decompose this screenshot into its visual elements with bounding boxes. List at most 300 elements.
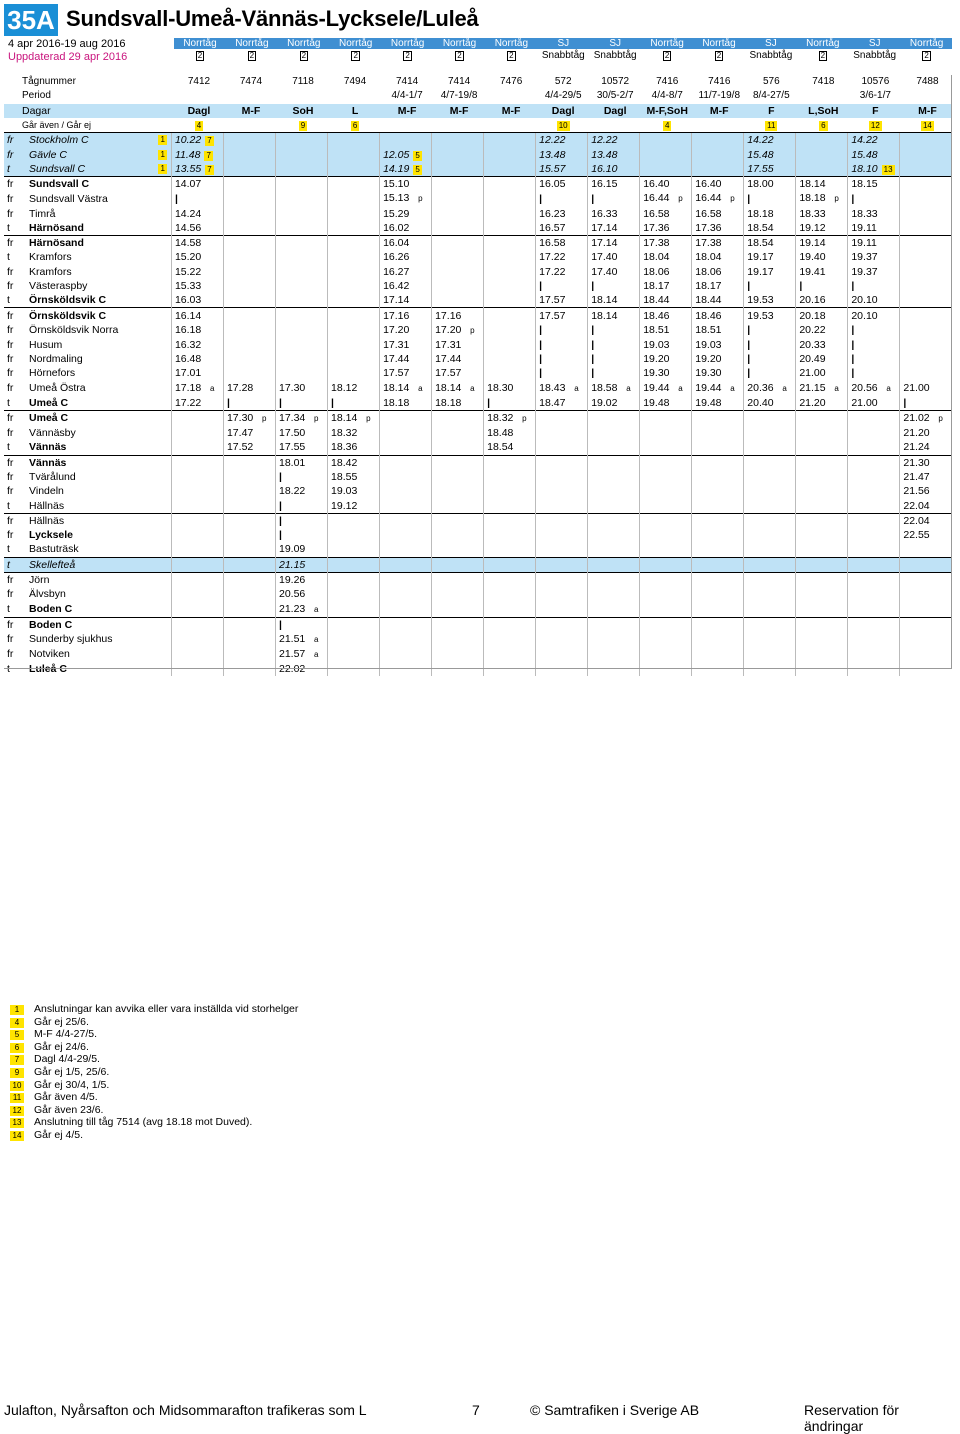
time-value: 16.48 [174,353,202,366]
time-value: 20.18 [799,309,826,322]
time-cell [744,352,796,366]
stop-row [4,440,952,455]
time-value: 19.53 [747,294,774,307]
time-cell [900,352,952,366]
note-marker: 1 [160,135,165,145]
time-value: 16.42 [383,280,410,292]
time-cell [796,293,848,308]
time-cell [328,338,380,352]
header-cell: 10576 [861,76,890,88]
time-value: 19.40 [799,251,826,264]
time-value: 20.33 [799,338,826,351]
time-cell [848,602,900,618]
time-cell [171,440,223,455]
station-name [26,191,171,206]
time-cell [640,513,692,528]
stop-code: p [938,413,943,423]
time-cell [796,498,848,513]
time-cell [432,366,484,380]
time-cell [640,572,692,587]
time-cell [223,557,275,572]
time-value: 18.00 [747,178,774,191]
time-cell [276,308,328,323]
time-cell [744,647,796,662]
time-cell [536,133,588,148]
time-value: 18.54 [747,221,774,234]
time-cell [484,191,536,206]
note-marker: 14 [10,1131,24,1141]
time-cell [744,662,796,676]
time-cell [223,293,275,308]
time-cell [536,352,588,366]
stop-row [4,557,952,572]
time-cell [380,293,432,308]
time-cell [223,440,275,455]
time-cell [848,162,900,177]
time-cell [640,426,692,440]
time-cell [432,191,484,206]
station-name [26,455,171,470]
time-cell [536,662,588,676]
passes-without-stop: | [591,192,595,205]
time-cell [536,250,588,264]
time-cell [640,191,692,206]
time-cell [380,498,432,513]
time-cell [328,498,380,513]
time-cell [536,455,588,470]
time-cell [848,396,900,411]
time-cell [484,484,536,498]
passes-without-stop: | [279,618,282,631]
station-label: Tvärålund [29,470,76,483]
time-value: 19.20 [643,353,670,366]
operator-label: Norrtåg [339,38,373,49]
time-cell [536,206,588,220]
station-label: Boden C [29,603,73,615]
header-cell [432,118,484,133]
time-cell [223,206,275,220]
time-value: 18.55 [331,470,358,483]
second-class-icon: 2 [197,51,203,60]
footer-reservation: Reservation för ändringar [804,1402,899,1434]
arr-dep-marker: t [7,603,10,615]
time-cell [484,250,536,264]
time-value: 19.53 [747,309,774,322]
time-value: 19.41 [799,265,826,278]
stop-row [4,250,952,264]
stop-row [4,484,952,498]
time-value: 21.15 [279,558,306,571]
time-cell [223,147,275,161]
stop-code: p [678,194,683,204]
time-value: 16.27 [383,265,410,278]
time-cell [432,162,484,177]
station-label: Örnsköldsvik Norra [29,324,119,337]
station-label: Kramfors [29,265,72,278]
time-value: 16.32 [174,338,202,351]
second-class-icon: 2 [924,51,929,60]
footnote-text: Går ej 25/6. [34,1015,89,1028]
footnote-text: M-F 4/4-27/5. [34,1028,98,1041]
time-cell [744,323,796,338]
time-value: 18.01 [279,456,306,469]
time-value: 18.58 [591,381,618,394]
note-marker: 1 [160,149,165,159]
time-cell [848,381,900,396]
time-cell [692,662,744,676]
time-value: 16.58 [643,207,670,220]
time-value: 18.14 [591,309,618,322]
time-value: 15.33 [174,280,202,292]
passes-without-stop: | [279,396,282,409]
time-cell [171,293,223,308]
time-cell [588,396,640,411]
time-cell [380,632,432,647]
note-marker: 10 [10,1081,24,1091]
passes-without-stop: | [539,367,543,380]
time-cell [328,147,380,161]
station-name [26,177,171,192]
time-cell [848,484,900,498]
time-cell [276,455,328,470]
time-cell [744,484,796,498]
time-cell [380,647,432,662]
time-cell [900,426,952,440]
time-cell [588,221,640,236]
header-cell: Dagl [588,104,640,118]
time-value: 22.02 [279,662,306,675]
header-cell: 7488 [916,76,939,88]
station-label: Kramfors [29,251,72,264]
time-value: 16.14 [174,309,202,322]
time-cell [848,293,900,308]
time-cell [588,147,640,161]
time-value: 18.51 [643,324,670,337]
time-value: 17.40 [591,251,618,264]
time-cell [276,206,328,220]
note-marker: 9 [10,1068,24,1078]
time-value: 17.57 [539,309,566,322]
period-row [4,89,952,103]
time-cell [640,440,692,455]
class-label: Snabbtåg [853,50,897,61]
time-cell [744,572,796,587]
class-label [174,50,226,61]
time-value: 16.40 [643,178,670,191]
time-cell [692,352,744,366]
time-value: 18.46 [643,309,670,322]
time-value: 16.26 [383,251,410,264]
time-value: 14.56 [174,221,202,234]
time-value: 21.20 [903,427,930,440]
time-cell [328,279,380,293]
time-value: 20.40 [747,396,774,409]
note-marker: 6 [821,121,826,131]
row-label: Går även / Går ej [22,120,92,131]
time-cell [484,366,536,380]
stop-code: a [209,383,215,393]
time-value: 19.20 [695,353,722,366]
time-value: 17.14 [591,221,618,234]
time-value: 17.52 [226,441,254,454]
header-cell: 7416 [656,76,679,88]
time-cell [380,235,432,250]
time-cell [171,513,223,528]
time-cell [328,177,380,192]
second-class-icon: 2 [716,51,722,60]
note-marker: 1 [160,163,165,173]
header-cell: Dagl [536,104,588,118]
arr-dep-marker: t [7,499,10,512]
station-label: Jörn [29,574,50,587]
time-value: 17.47 [226,427,254,440]
time-cell [171,177,223,192]
time-cell [848,235,900,250]
arr-dep-marker: t [4,162,26,177]
time-cell [328,617,380,632]
time-cell [380,587,432,601]
time-cell [640,528,692,542]
time-cell [432,338,484,352]
time-value: 16.58 [539,237,566,250]
time-cell [640,366,692,380]
time-cell [536,602,588,618]
time-cell [536,323,588,338]
time-value: 16.04 [383,237,410,250]
time-cell [171,279,223,293]
time-cell [900,617,952,632]
time-cell [536,265,588,279]
arr-dep-marker: fr [7,470,14,483]
time-cell [432,602,484,618]
passes-without-stop: | [331,396,334,409]
arr-dep-marker: fr [7,338,14,351]
time-cell [796,617,848,632]
time-cell [588,542,640,557]
page-header [4,4,954,38]
time-cell [380,162,432,177]
time-cell [900,662,952,676]
time-cell [900,147,952,161]
stop-row [4,206,952,220]
time-value: 13.48 [539,148,566,161]
time-cell [796,206,848,220]
time-cell [848,498,900,513]
header-cell [223,89,275,103]
passes-without-stop: | [279,514,282,527]
time-value: 22.55 [903,529,930,542]
stop-row [4,426,952,440]
time-value: 17.40 [591,265,618,278]
time-cell [171,455,223,470]
time-cell [223,602,275,618]
time-cell [536,396,588,411]
time-cell [536,557,588,572]
time-cell [692,542,744,557]
time-cell [276,177,328,192]
time-cell [692,162,744,177]
time-cell [744,221,796,236]
time-value: 19.44 [695,381,722,394]
time-cell [171,191,223,206]
time-cell [848,513,900,528]
time-cell [171,587,223,601]
station-name [26,250,171,264]
header-cell: M-F [380,104,432,118]
time-cell [276,662,328,676]
header-cell: 3/6-1/7 [859,90,891,102]
station-name [26,662,171,676]
note-marker: 7 [207,136,212,146]
time-cell [692,557,744,572]
stop-row [4,235,952,250]
passes-without-stop: | [851,338,855,351]
time-value: 18.12 [331,382,358,395]
time-value: 16.40 [695,178,722,191]
time-value: 17.20 [435,323,462,336]
time-value: 16.44 [643,192,670,205]
station-name [26,602,171,618]
time-cell [432,265,484,279]
note-marker: 11 [767,121,776,131]
time-cell [900,250,952,264]
time-value: 16.18 [174,324,202,337]
time-value: 19.03 [695,338,722,351]
time-cell [796,602,848,618]
time-value: 16.23 [539,207,566,220]
station-name [26,484,171,498]
stop-code: a [314,649,319,659]
time-cell [692,250,744,264]
stop-code: p [730,194,735,204]
second-class-icon: 2 [353,51,358,60]
time-value: 18.14 [331,411,358,424]
operator-label: Norrtåg [235,38,269,49]
arr-dep-marker: fr [4,133,26,148]
time-cell [276,250,328,264]
time-cell [484,308,536,323]
arr-dep-marker: fr [7,265,14,278]
footnote-text: Går ej 4/5. [34,1128,84,1141]
second-class-icon: 2 [405,51,410,60]
time-cell [536,647,588,662]
station-name [26,410,171,426]
time-cell [692,396,744,411]
time-cell [328,572,380,587]
footnote-text: Går ej 1/5, 25/6. [34,1065,110,1078]
time-cell [796,381,848,396]
time-cell [536,542,588,557]
time-cell [223,279,275,293]
time-value: 20.56 [279,588,306,601]
time-cell [848,455,900,470]
footnote [10,1066,298,1079]
time-value: 18.18 [799,192,826,205]
note-marker: 12 [870,121,880,131]
header-cell: M-F [484,104,536,118]
time-cell [432,617,484,632]
time-cell [640,381,692,396]
class-label: Snabbtåg [541,50,585,61]
stop-row [4,617,952,632]
arr-dep-marker: fr [7,367,14,380]
time-cell [692,498,744,513]
footnote-text: Går ej 30/4, 1/5. [34,1078,110,1091]
time-cell [848,206,900,220]
time-value: 12.22 [591,134,618,147]
passes-without-stop: | [279,499,282,512]
time-value: 20.10 [851,309,878,322]
time-cell [588,279,640,293]
passes-without-stop: | [747,280,751,292]
note-marker: 10 [558,121,568,131]
passes-without-stop: | [851,367,855,380]
time-cell [276,293,328,308]
time-cell [432,572,484,587]
passes-without-stop: | [851,353,855,366]
time-cell [223,177,275,192]
footnote [10,1129,298,1142]
time-cell [796,455,848,470]
header-cell: M-F [432,104,484,118]
station-name [26,308,171,323]
time-value: 17.36 [643,221,670,234]
time-cell [223,381,275,396]
time-cell [432,557,484,572]
time-cell [328,426,380,440]
time-cell [900,381,952,396]
time-value: 21.47 [903,470,930,483]
header-cell [692,118,744,133]
time-cell [380,455,432,470]
header-cell: 572 [554,76,572,88]
time-cell [796,662,848,676]
time-cell [900,410,952,426]
time-cell [640,162,692,177]
time-cell [276,513,328,528]
arr-dep-marker: fr [7,588,14,601]
time-cell [328,206,380,220]
stop-code: a [678,383,683,393]
class-label [330,50,382,61]
time-cell [796,366,848,380]
time-value: 18.10 [851,162,878,175]
time-cell [900,396,952,411]
days-row [4,104,952,118]
station-label: Husum [29,338,63,351]
time-cell [484,572,536,587]
time-cell [744,470,796,484]
time-cell [692,323,744,338]
time-cell [796,147,848,161]
note-marker: 1 [10,1005,24,1015]
time-cell [900,338,952,352]
class-label [226,50,278,61]
time-cell [223,191,275,206]
time-value: 21.23 [279,602,306,615]
time-cell [588,513,640,528]
arr-dep-marker: fr [7,648,14,661]
time-cell [432,293,484,308]
note-marker: 13 [10,1118,24,1128]
time-cell [223,352,275,366]
time-cell [171,557,223,572]
time-cell [900,191,952,206]
station-name [26,426,171,440]
time-cell [432,647,484,662]
time-cell [900,440,952,455]
time-value: 21.51 [279,632,306,645]
